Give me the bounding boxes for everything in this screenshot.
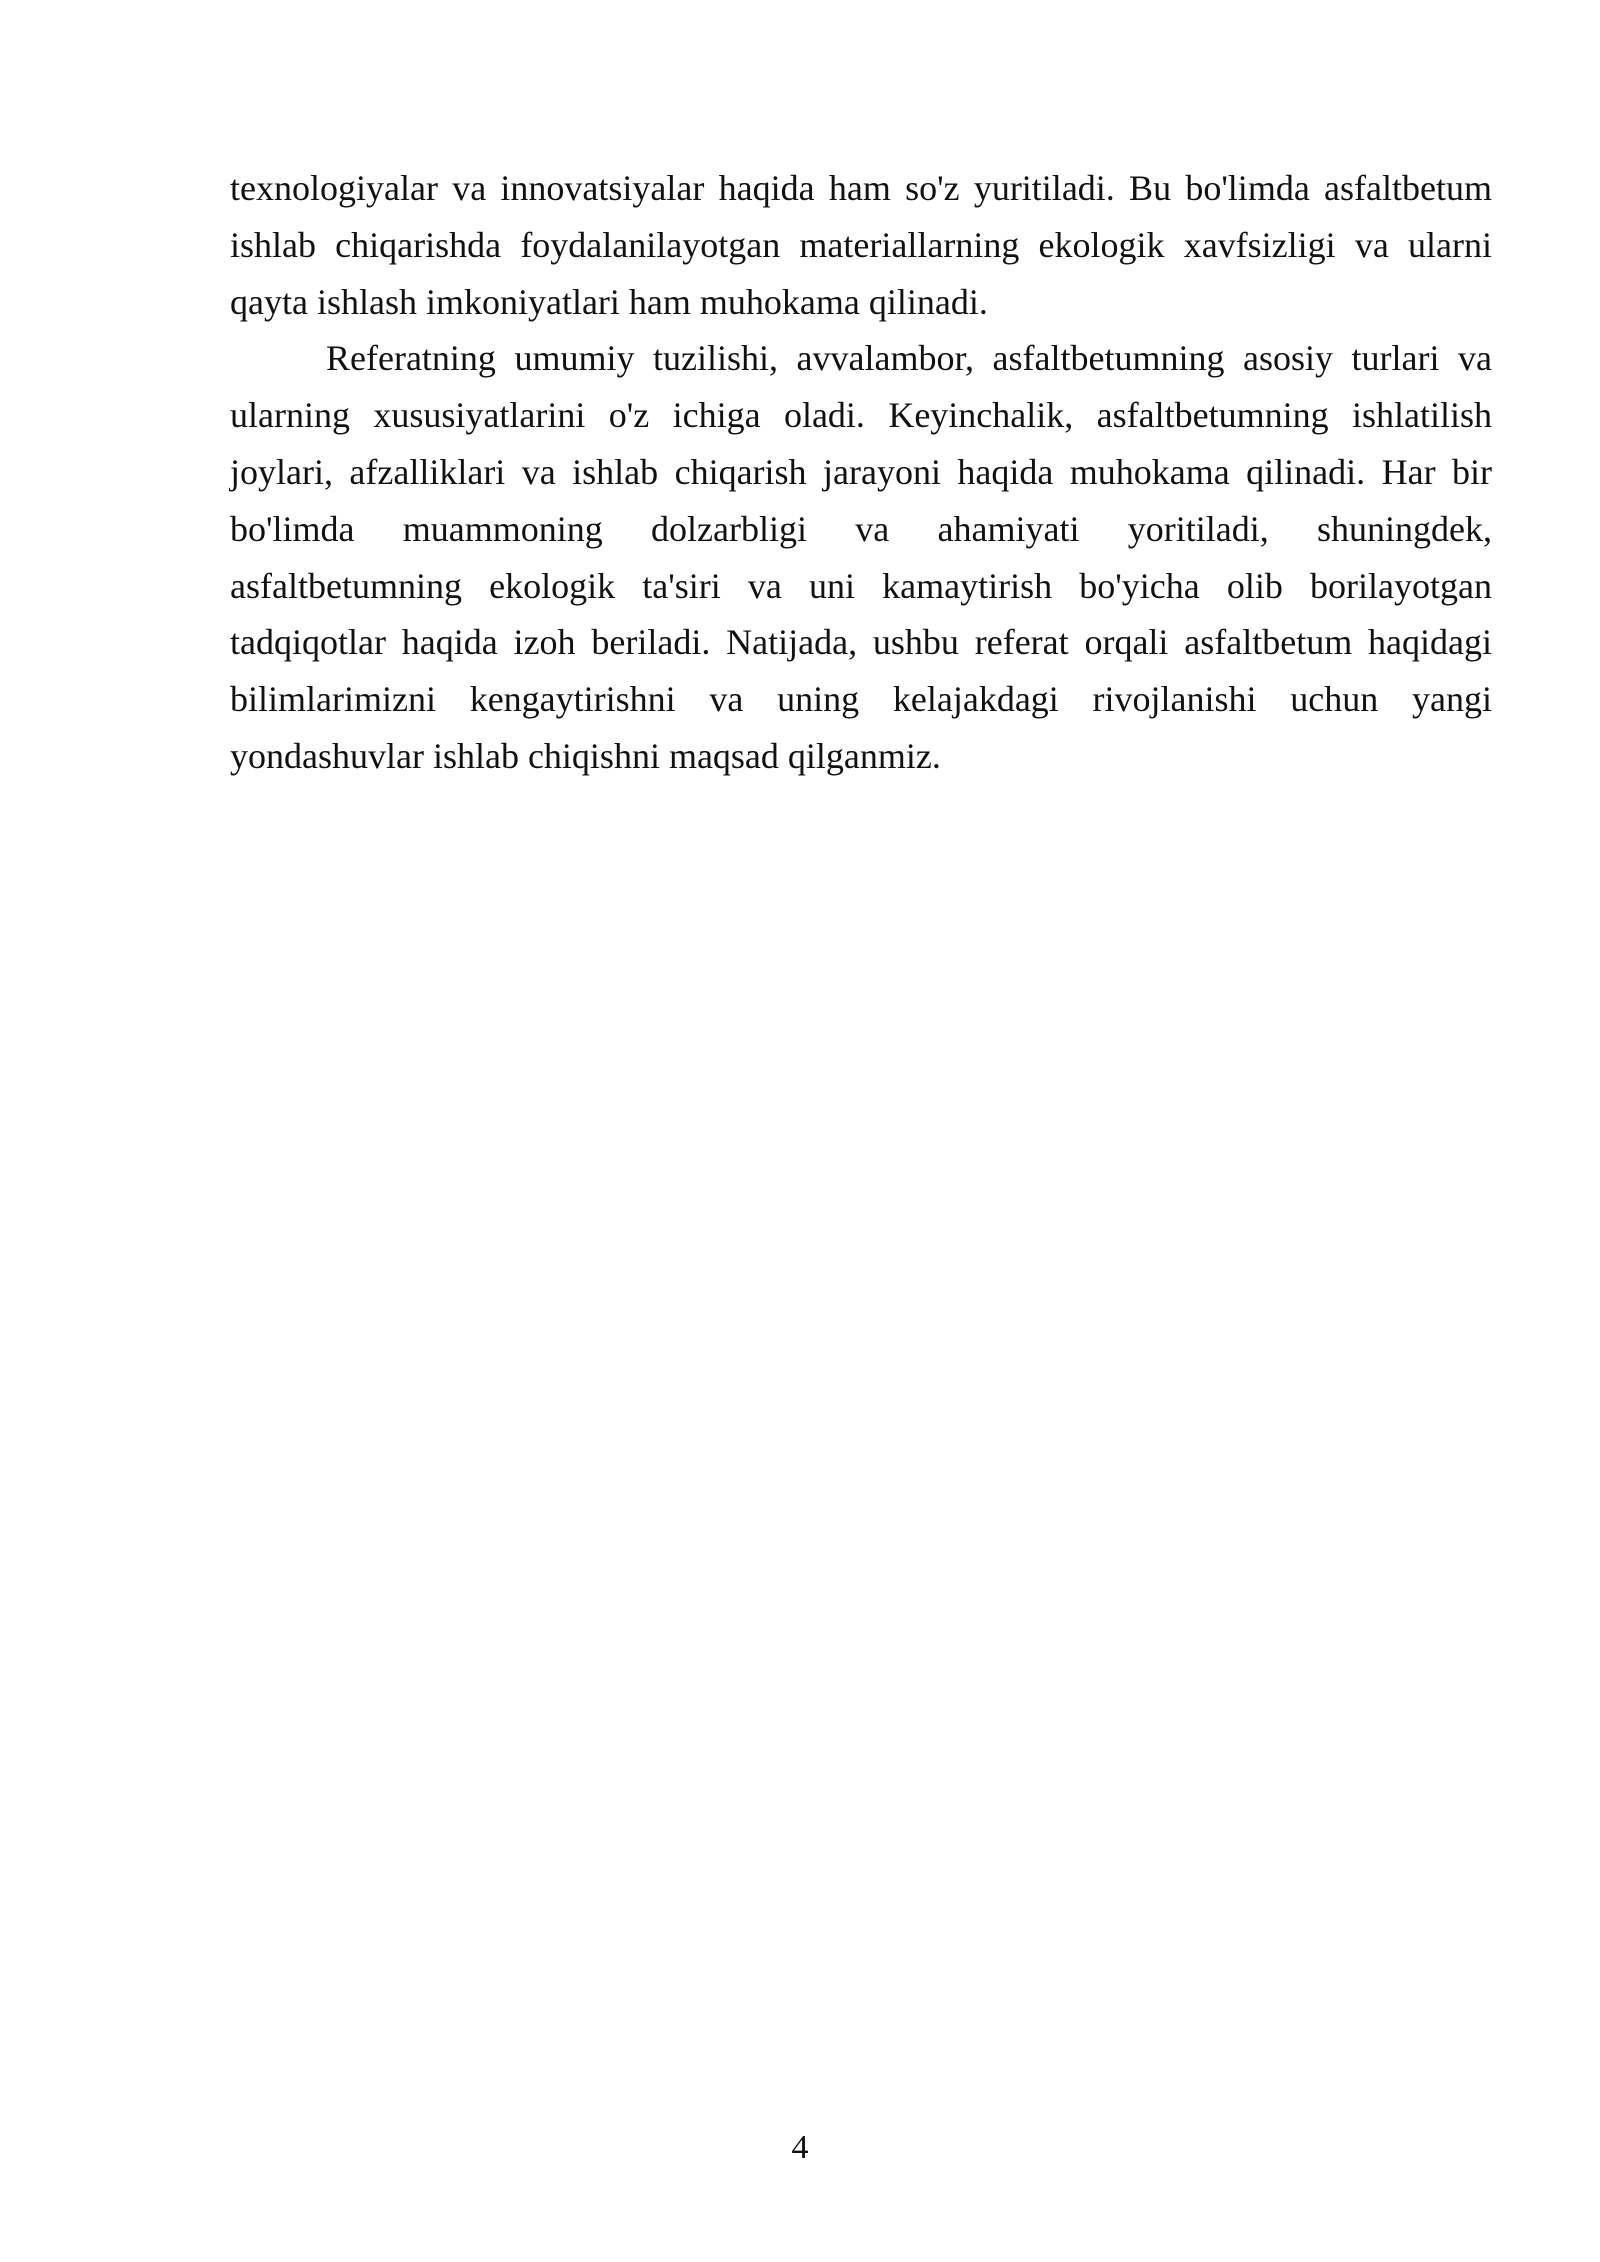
paragraph-2: Referatning umumiy tuzilishi, avvalambor, asfaltbetumning asosiy turlari va ularning xususiyatlarini o'z ichiga oladi. Keyinchalik, asfaltbetumning ishlatilish joylari, afzalliklari va ishlab chiqarish jarayoni haqida muhokama qilinadi. Har bir bo'limda muammoning dolzarbligi va ahamiyati yoritiladi, shuningdek, asfaltbetumning ekologik ta'siri va uni kamaytirish bo'yicha olib borilayotgan tadqiqotlar haqida izoh beriladi. Natijada, ushbu referat orqali asfaltbetum haqidagi bilimlarimizni kengaytirishni va uning kelajakdagi rivojlanishi uchun yangi yondashuvlar ishlab chiqishni maqsad qilganmiz.: [230, 338, 1492, 776]
page-number: 4: [791, 2129, 809, 2166]
document-body: [230, 160, 1492, 785]
paragraph-1: texnologiyalar va innovatsiyalar haqida ham so'z yuritiladi. Bu bo'limda asfaltbetum ishlab chiqarishda foydalanilayotgan materiallarning ekologik xavfsizligi va ularni qayta ishlash imkoniyatlari ham muhokama qilinadi.: [230, 168, 1492, 322]
